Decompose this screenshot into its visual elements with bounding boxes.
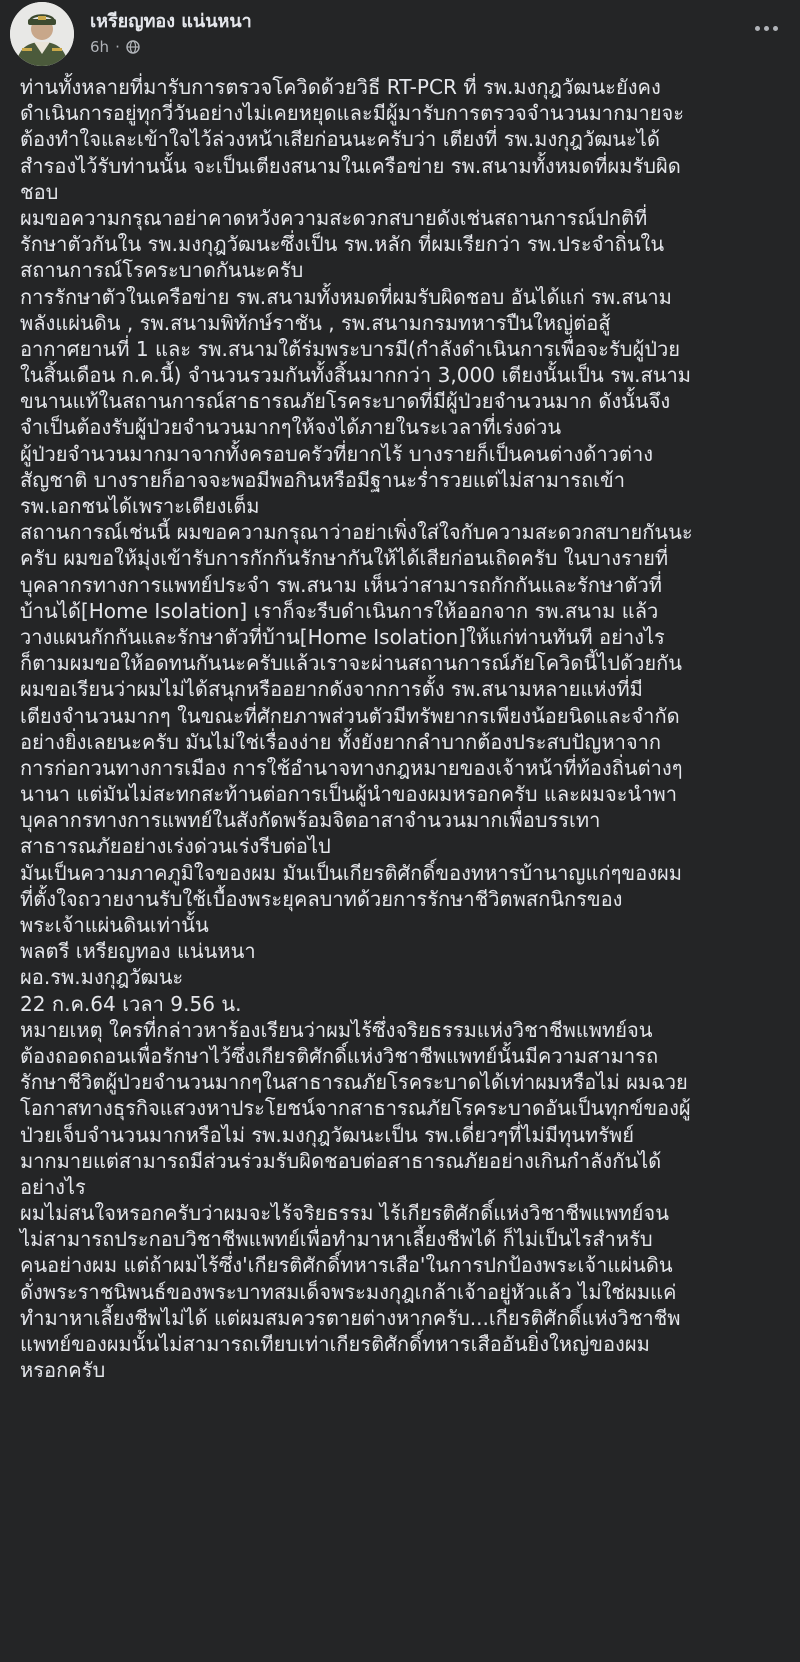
post-text-line: รักษาตัวกันใน รพ.มงกุฎวัฒนะซึ่งเป็น รพ.หลัก ที่ผมเรียกว่า รพ.ประจำถิ่นใน (20, 232, 665, 257)
post-text-line: จำเป็นต้องรับผู้ป่วยจำนวนมากๆให้จงได้ภายในระเวลาที่เร่งด่วน (20, 415, 562, 440)
post-text-line: นานา แต่มันไม่สะทกสะท้านต่อการเป็นผู้นำของผมหรอกครับ และผมจะนำพา (20, 782, 678, 807)
post-text-line: รพ.เอกชนได้เพราะเตียงเต็ม (20, 494, 260, 518)
post-text-line: วางแผนกักกันและรักษาตัวที่บ้าน[Home Isolation]ให้แก่ท่านทันที อย่างไร (20, 624, 665, 649)
post-text-line: ต้องถอดถอนเพื่อรักษาไว้ซึ่งเกียรติศักดิ์แห่งวิชาชีพแพทย์นั้นมีความสามารถ (20, 1043, 659, 1068)
post-text-line: บุคลากรทางการแพทย์ในสังกัดพร้อมจิตอาสาจำนวนมากเพื่อบรรเทา (20, 808, 601, 833)
post-timestamp[interactable]: 6h (90, 38, 110, 56)
post-text-line: ที่ตั้งใจถวายงานรับใช้เบื้องพระยุคลบาทด้วยการรักษาชีวิตพสกนิกรของ (20, 886, 623, 911)
avatar-image (10, 2, 74, 66)
post-text-line: มันเป็นความภาคภูมิใจของผม มันเป็นเกียรติศักดิ์ของทหารบ้านาญแก่ๆของผม (20, 860, 683, 885)
post-text-line: ดั่งพระราชนิพนธ์ของพระบาทสมเด็จพระมงกุฎเกล้าเจ้าอยู่หัวแล้ว ไม่ใช่ผมแค่ (20, 1279, 677, 1304)
post-text-line: พลังแผ่นดิน , รพ.สนามพิทักษ์ราชัน , รพ.สนามกรมทหารปืนใหญ่ต่อสู้ (20, 310, 611, 335)
post-text-line: ทำมาหาเลี้ยงชีพไม่ได้ แต่ผมสมควรตายต่างหากครับ...เกียรติศักดิ์แห่งวิชาชีพ (20, 1305, 681, 1330)
post-text-line: คนอย่างผม แต่ถ้าผมไร้ซึ่ง'เกียรติศักดิ์ทหารเสือ'ในการปกป้องพระเจ้าแผ่นดิน (20, 1253, 673, 1278)
post-text-line: รักษาชีวิตผู้ป่วยจำนวนมากๆในสาธารณภัยโรคระบาดได้เท่าผมหรือไม่ ผมฉวย (20, 1070, 688, 1095)
post-text-line: บุคลากรทางการแพทย์ประจำ รพ.สนาม เห็นว่าสามารถกักกันและรักษาตัวที่ (20, 572, 662, 597)
post-text-line: หมายเหตุ ใครที่กล่าวหาร้องเรียนว่าผมไร้ซึ่งจริยธรรมแห่งวิชาชีพแพทย์จน (20, 1017, 653, 1042)
author-name[interactable]: เหรียญทอง แน่นหนา (90, 11, 252, 32)
post-text-line: ต้องทำใจและเข้าใจไว้ล่วงหน้าเสียก่อนนะครับว่า เตียงที่ รพ.มงกุฎวัฒนะได้ (20, 127, 660, 152)
post-text-line: อย่างยิ่งเลยนะครับ มันไม่ใช่เรื่องง่าย ทั้งยังยากลำบากต้องประสบปัญหาจาก (20, 729, 662, 754)
post-text-line: สัญชาติ บางรายก็อาจจะพอมีพอกินหรือมีฐานะร่ำรวยแต่ไม่สามารถเข้า (20, 467, 626, 492)
post-meta (90, 38, 140, 56)
post-text-line: ขนานแท้ในสถานการณ์สาธารณภัยโรคระบาดที่มีผู้ป่วยจำนวนมาก ดังนั้นจึง (20, 389, 671, 414)
more-options-button[interactable] (746, 14, 786, 42)
post-text-line: สถานการณ์โรคระบาดกันนะครับ (20, 258, 304, 283)
post-text-line: อย่างไร (20, 1174, 86, 1199)
post-text-line: แพทย์ของผมนั้นไม่สามารถเทียบเท่าเกียรติศักดิ์ทหารเสืออันยิ่งใหญ่ของผม (20, 1332, 650, 1356)
more-dots-icon (755, 26, 760, 31)
post-header (10, 0, 790, 70)
post-text (20, 74, 792, 1383)
post-text-line: โอกาสทางธุรกิจแสวงหาประโยชน์จากสาธารณภัยโรคระบาดอันเป็นทุกข์ของผู้ (20, 1096, 691, 1121)
post-text-line: 22 ก.ค.64 เวลา 9.56 น. (20, 991, 242, 1016)
post-text-line: สถานการณ์เช่นนี้ ผมขอความกรุณาว่าอย่าเพิ่งใส่ใจกับความสะดวกสบายกันนะ (20, 520, 693, 545)
post-text-line: ผอ.รพ.มงกุฎวัฒนะ (20, 965, 184, 990)
post-text-line: มากมายแต่สามารถมีส่วนร่วมรับผิดชอบต่อสาธารณภัยอย่างเกินกำลังกันได้ (20, 1148, 662, 1173)
globe-icon (126, 40, 140, 54)
post-text-line: การรักษาตัวในเครือข่าย รพ.สนามทั้งหมดที่ผมรับผิดชอบ อันได้แก่ รพ.สนาม (20, 284, 672, 309)
post-text-line: ในสิ้นเดือน ก.ค.นี้) จำนวนรวมกันทั้งสิ้นมากกว่า 3,000 เตียงนั้นเป็น รพ.สนาม (20, 363, 691, 388)
post-text-line: ครับ ผมขอให้มุ่งเข้ารับการกักกันรักษากันให้ได้เสียก่อนเถิดครับ ในบางรายที่ (20, 546, 669, 571)
post-text-line: ผู้ป่วยจำนวนมากมาจากทั้งครอบครัวที่ยากไร้ บางรายก็เป็นคนต่างด้าวต่าง (20, 441, 654, 466)
post-text-line: สาธารณภัยอย่างเร่งด่วนเร่งรีบต่อไป (20, 834, 331, 859)
author-avatar[interactable] (10, 2, 74, 66)
post-text-line: ป่วยเจ็บจำนวนมากหรือไม่ รพ.มงกุฎวัฒนะเป็น รพ.เดี่ยวๆที่ไม่มีทุนทรัพย์ (20, 1122, 635, 1147)
post-text-line: ดำเนินการอยู่ทุกวี่วันอย่างไม่เคยหยุดและมีผู้มารับการตรวจจำนวนมากมายจะ (20, 101, 685, 126)
post-text-line: หรอกครับ (20, 1358, 106, 1383)
post-text-line: ไม่สามารถประกอบวิชาชีพแพทย์เพื่อทำมาหาเลี้ยงชีพได้ ก็ไม่เป็นไรสำหรับ (20, 1227, 653, 1252)
post-text-line: ท่านทั้งหลายที่มารับการตรวจโควิดด้วยวิธี RT-PCR ที่ รพ.มงกุฎวัฒนะยังคง (20, 75, 661, 99)
post-text-line: ผมไม่สนใจหรอกครับว่าผมจะไร้จริยธรรม ไร้เกียรติศักดิ์แห่งวิชาชีพแพทย์จน (20, 1201, 669, 1226)
post-text-line: พลตรี เหรียญทอง แน่นหนา (20, 939, 256, 964)
post-text-line: ผมขอเรียนว่าผมไม่ได้สนุกหรืออยากดังจากการตั้ง รพ.สนามหลายแห่งที่มี (20, 677, 643, 702)
post-text-line: พระเจ้าแผ่นดินเท่านั้น (20, 913, 209, 937)
post-text-line: เตียงจำนวนมากๆ ในขณะที่ศักยภาพส่วนตัวมีทรัพยากรเพียงน้อยนิดและจำกัด (20, 703, 680, 728)
post-text-line: การก่อกวนทางการเมือง การใช้อำนาจทางกฎหมายของเจ้าหน้าที่ท้องถิ่นต่างๆ (20, 755, 683, 780)
post-text-line: อากาศยานที่ 1 และ รพ.สนามใต้ร่มพระบารมี(กำลังดำเนินการเพื่อจะรับผู้ป่วย (20, 336, 681, 361)
post-text-line: สำรองไว้รับท่านนั้น จะเป็นเตียงสนามในเครือข่าย รพ.สนามทั้งหมดที่ผมรับผิด (20, 153, 681, 178)
post-text-line: ก็ตามผมขอให้อดทนกันนะครับแล้วเราจะผ่านสถานการณ์ภัยโควิดนี้ไปด้วยกัน (20, 651, 682, 676)
post-text-line: ชอบ (20, 179, 59, 204)
post-text-line: ผมขอความกรุณาอย่าคาดหวังความสะดวกสบายดังเช่นสถานการณ์ปกติที่ (20, 205, 648, 230)
post-text-line: บ้านได้[Home Isolation] เราก็จะรีบดำเนินการให้ออกจาก รพ.สนาม แล้ว (20, 598, 659, 623)
meta-separator: · (115, 38, 120, 56)
